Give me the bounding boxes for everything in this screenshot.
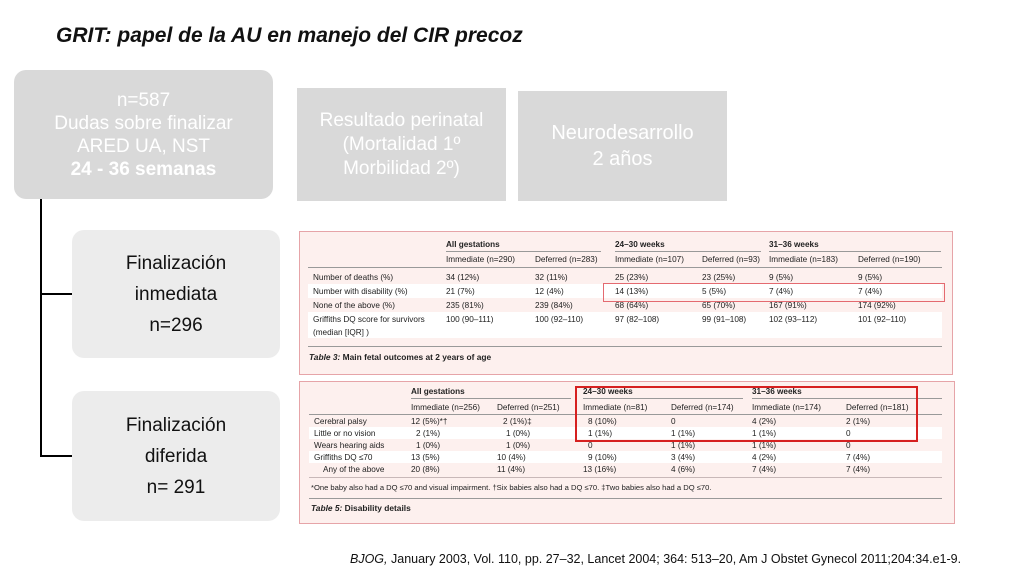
table-5-disability-details (299, 381, 955, 524)
t5-cell: 1 (0%) (506, 429, 531, 438)
perinatal-line-2: (Mortalidad 1º (342, 133, 461, 155)
t5-row-label: Cerebral palsy (314, 417, 367, 426)
t3-group-header: 31–36 weeks (769, 240, 819, 249)
t3-cell: 100 (92–110) (535, 315, 584, 324)
t3-row-label: (median [IQR] ) (313, 328, 369, 337)
t5-cell: 0 (846, 441, 851, 450)
t5-caption (311, 503, 411, 513)
t5-cell: 3 (4%) (671, 453, 696, 462)
perinatal-line-1: Resultado perinatal (319, 109, 484, 131)
t3-row-label: Number with disability (%) (313, 287, 408, 296)
deferred-line-1: Finalización (125, 414, 227, 436)
t5-sub-header: Immediate (n=256) (411, 403, 480, 412)
t5-sub-header: Deferred (n=251) (497, 403, 560, 412)
t5-cell: 1 (1%) (671, 429, 696, 438)
t3-cell: 101 (92–110) (858, 315, 907, 324)
deferred-delivery-box (72, 391, 280, 521)
immediate-line-2: inmediata (134, 283, 218, 305)
t3-sub-header: Deferred (n=93) (702, 255, 761, 264)
t5-row-label: Griffiths DQ ≤70 (314, 453, 373, 462)
t5-row-label: Any of the above (323, 465, 385, 474)
t5-cell: 4 (2%) (752, 417, 777, 426)
t3-rule (769, 251, 941, 252)
perinatal-outcome-box (297, 88, 506, 201)
t3-group-header: All gestations (446, 240, 500, 249)
t5-sub-header: Immediate (n=81) (583, 403, 648, 412)
t3-cell: 21 (7%) (446, 287, 475, 296)
t5-footnote: *One baby also had a DQ ≤70 and visual impairment. †Six babies also had a DQ ≤70. ‡Two babies also had a DQ ≤70. (311, 483, 712, 492)
t5-cell: 8 (10%) (588, 417, 617, 426)
neuro-line-2: 2 años (592, 148, 653, 170)
t5-group-header: All gestations (411, 387, 465, 396)
t5-cell: 12 (5%)*† (411, 417, 448, 426)
t3-cell: 7 (4%) (858, 287, 883, 296)
population-question: Dudas sobre finalizar (54, 112, 233, 134)
population-n: n=587 (116, 89, 171, 111)
t5-cell: 20 (8%) (411, 465, 440, 474)
perinatal-line-3: Morbilidad 2º) (343, 157, 460, 179)
t5-group-header: 31–36 weeks (752, 387, 802, 396)
t5-cell: 1 (1%) (588, 429, 613, 438)
t5-cell: 2 (1%) (416, 429, 441, 438)
t5-cell: 0 (671, 417, 676, 426)
citation (350, 552, 961, 566)
tree-branch-deferred (40, 455, 73, 457)
t5-cell: 1 (0%) (506, 441, 531, 450)
deferred-line-3: n= 291 (146, 476, 206, 498)
t5-cell: 4 (2%) (752, 453, 777, 462)
immediate-line-3: n=296 (149, 314, 203, 336)
t3-cell: 239 (84%) (535, 301, 573, 310)
t5-cell: 7 (4%) (846, 453, 871, 462)
t5-group-header: 24–30 weeks (583, 387, 633, 396)
t5-cell: 1 (1%) (671, 441, 696, 450)
t3-group-header: 24–30 weeks (615, 240, 665, 249)
t3-cell: 34 (12%) (446, 273, 480, 282)
t3-caption-text: Main fetal outcomes at 2 years of age (340, 352, 492, 362)
t5-cell: 11 (4%) (497, 465, 526, 474)
t5-rule (309, 477, 942, 478)
t3-cell: 9 (5%) (858, 273, 883, 282)
tree-branch-immediate (40, 293, 73, 295)
t5-row-label: Wears hearing aids (314, 441, 385, 450)
t3-cell: 25 (23%) (615, 273, 649, 282)
t3-rule (308, 267, 942, 268)
t5-cell: 1 (1%) (752, 441, 777, 450)
t5-cell: 1 (0%) (416, 441, 441, 450)
population-weeks: 24 - 36 semanas (70, 158, 217, 180)
t3-sub-header: Immediate (n=290) (446, 255, 515, 264)
t5-cell: 1 (1%) (752, 429, 777, 438)
t3-cell: 12 (4%) (535, 287, 564, 296)
tree-vertical-line (40, 199, 42, 456)
t3-cell: 5 (5%) (702, 287, 727, 296)
t3-caption-label: Table 3: (309, 352, 341, 362)
t3-sub-header: Deferred (n=190) (858, 255, 921, 264)
t5-row-label: Little or no vision (314, 429, 376, 438)
t3-highlight-box (603, 283, 945, 302)
t3-cell: 14 (13%) (615, 287, 649, 296)
population-box (14, 70, 273, 199)
t3-cell: 102 (93–112) (769, 315, 818, 324)
t5-cell: 13 (16%) (583, 465, 617, 474)
t3-row-label: Griffiths DQ score for survivors (313, 315, 425, 324)
deferred-line-2: diferida (144, 445, 208, 467)
t3-cell: 100 (90–111) (446, 315, 494, 324)
t5-cell: 7 (4%) (752, 465, 777, 474)
t3-row-label: Number of deaths (%) (313, 273, 394, 282)
citation-rest: January 2003, Vol. 110, pp. 27–32, Lancet 2004; 364: 513–20, Am J Obstet Gynecol 2011;204:34.e1-9. (387, 552, 962, 566)
t3-rule (615, 251, 761, 252)
t5-rule (411, 398, 571, 399)
t3-cell: 68 (64%) (615, 301, 649, 310)
table-3-fetal-outcomes (299, 231, 953, 375)
t5-sub-header: Deferred (n=181) (846, 403, 909, 412)
immediate-line-1: Finalización (125, 252, 227, 274)
t3-cell: 235 (81%) (446, 301, 484, 310)
t5-caption-label: Table 5: (311, 503, 343, 513)
immediate-delivery-box (72, 230, 280, 358)
t3-sub-header: Deferred (n=283) (535, 255, 598, 264)
t5-sub-header: Deferred (n=174) (671, 403, 734, 412)
t3-cell: 9 (5%) (769, 273, 794, 282)
t5-highlight-box (575, 386, 918, 442)
t5-rule (309, 498, 942, 499)
neuro-line-1: Neurodesarrollo (551, 122, 694, 144)
t3-cell: 99 (91–108) (702, 315, 747, 324)
t3-sub-header: Immediate (n=183) (769, 255, 838, 264)
t3-cell: 32 (11%) (535, 273, 568, 282)
t5-cell: 7 (4%) (846, 465, 871, 474)
t5-cell: 2 (1%)‡ (503, 417, 532, 426)
t3-sub-header: Immediate (n=107) (615, 255, 684, 264)
t5-cell: 0 (846, 429, 851, 438)
t3-cell: 167 (91%) (769, 301, 807, 310)
t5-cell: 2 (1%) (846, 417, 871, 426)
t5-cell: 9 (10%) (588, 453, 617, 462)
t5-sub-header: Immediate (n=174) (752, 403, 821, 412)
t3-cell: 97 (82–108) (615, 315, 660, 324)
t5-cell: 4 (6%) (671, 465, 696, 474)
citation-journal: BJOG, (350, 552, 388, 566)
t5-cell: 10 (4%) (497, 453, 526, 462)
t5-caption-text: Disability details (342, 503, 411, 513)
t3-rule (446, 251, 601, 252)
slide-title: GRIT: papel de la AU en manejo del CIR precoz (56, 24, 523, 47)
t3-cell: 7 (4%) (769, 287, 794, 296)
population-criteria: ARED UA, NST (76, 135, 211, 157)
t3-rule (308, 346, 942, 347)
t3-caption (309, 352, 491, 362)
t3-row-label: None of the above (%) (313, 301, 395, 310)
t5-cell: 13 (5%) (411, 453, 440, 462)
t5-cell: 0 (588, 441, 593, 450)
t3-cell: 174 (92%) (858, 301, 896, 310)
t3-cell: 65 (70%) (702, 301, 736, 310)
neurodevelopment-box (518, 91, 727, 201)
t3-cell: 23 (25%) (702, 273, 736, 282)
